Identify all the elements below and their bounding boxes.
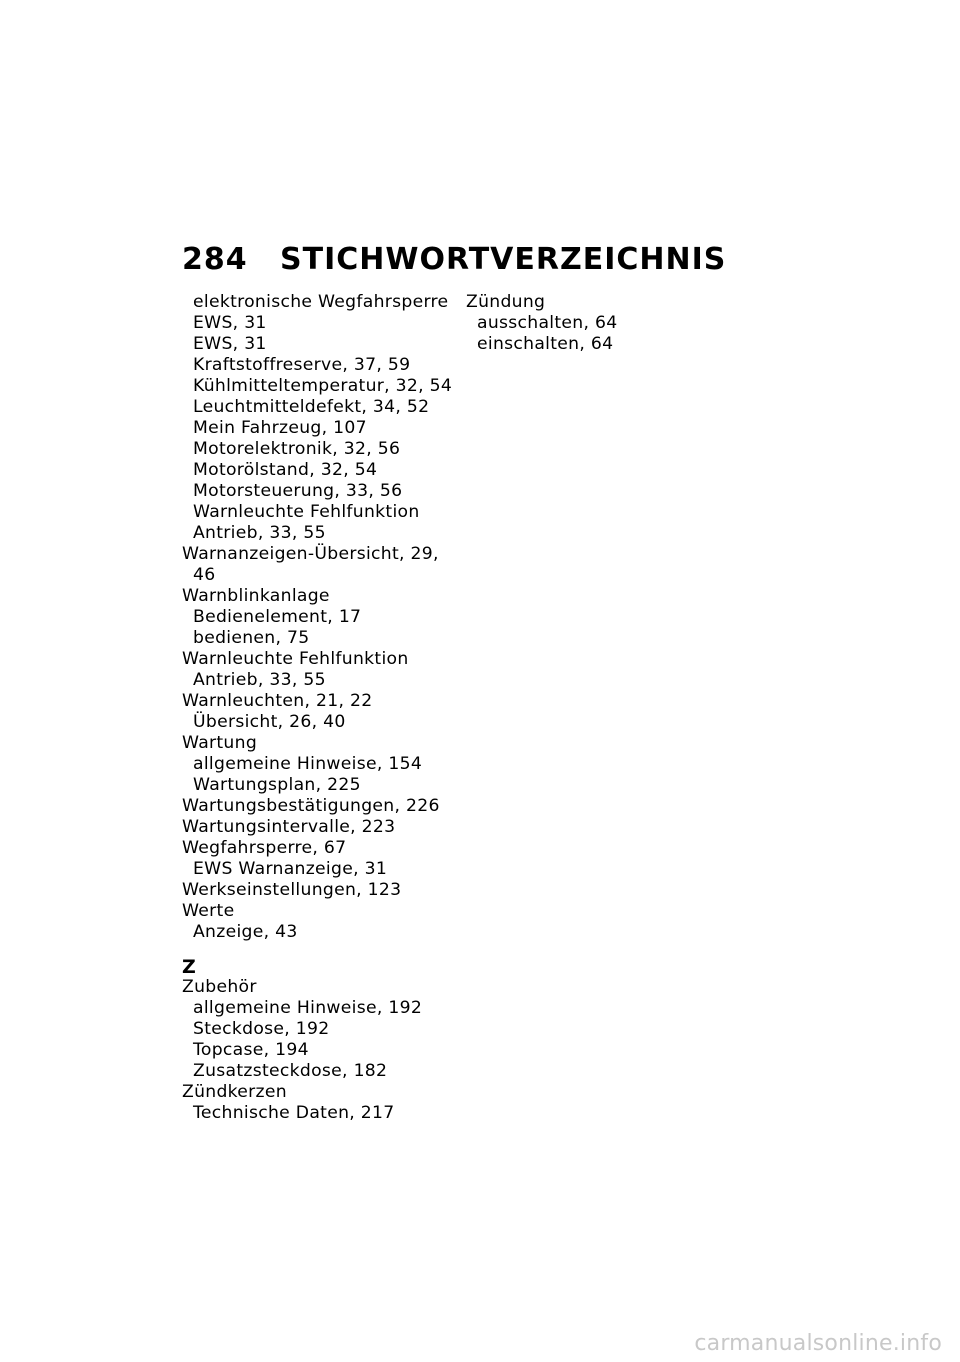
index-section-letter: Z xyxy=(182,956,196,978)
index-subentry: Motorelektronik, 32, 56 xyxy=(193,439,401,459)
index-entry: Zündkerzen xyxy=(182,1082,287,1102)
index-entry: Werkseinstellungen, 123 xyxy=(182,880,402,900)
index-subentry: Bedienelement, 17 xyxy=(193,607,362,627)
index-column-right xyxy=(466,292,734,355)
index-entry: Warnblinkanlage xyxy=(182,586,330,606)
index-subentry: Antrieb, 33, 55 xyxy=(193,670,326,690)
index-subentry: Kühlmitteltemperatur, 32, 54 xyxy=(193,376,453,396)
watermark: carmanualsonline.info xyxy=(694,1331,942,1356)
index-subentry: Anzeige, 43 xyxy=(193,922,298,942)
index-entry: Wartungsintervalle, 223 xyxy=(182,817,396,837)
index-subentry: Steckdose, 192 xyxy=(193,1019,330,1039)
index-subentry: Zusatzsteckdose, 182 xyxy=(193,1061,388,1081)
index-subentry: Übersicht, 26, 40 xyxy=(193,712,346,732)
index-subentry: Topcase, 194 xyxy=(193,1040,309,1060)
index-entry: Zündung xyxy=(466,292,546,312)
index-subentry: einschalten, 64 xyxy=(477,334,614,354)
index-subentry: allgemeine Hinweise, 154 xyxy=(193,754,423,774)
index-subentry: Leuchtmitteldefekt, 34, 52 xyxy=(193,397,430,417)
index-subentry: EWS, 31 xyxy=(193,313,267,333)
index-subentry: Mein Fahrzeug, 107 xyxy=(193,418,367,438)
page-header xyxy=(182,242,726,277)
index-subentry: Motorölstand, 32, 54 xyxy=(193,460,378,480)
index-subentry: Antrieb, 33, 55 xyxy=(193,523,326,543)
index-entry: Warnanzeigen-Übersicht, 29, 46 xyxy=(182,544,439,585)
index-entry: Wartung xyxy=(182,733,258,753)
index-subentry: Technische Daten, 217 xyxy=(193,1103,395,1123)
index-subentry: elektronische Wegfahrsperre xyxy=(193,292,449,312)
index-subentry: EWS, 31 xyxy=(193,334,267,354)
index-subentry: ausschalten, 64 xyxy=(477,313,618,333)
index-entry: Warnleuchten, 21, 22 xyxy=(182,691,373,711)
index-subentry: EWS Warnanzeige, 31 xyxy=(193,859,388,879)
index-subentry: Warnleuchte Fehlfunktion xyxy=(193,502,420,522)
index-subentry: Motorsteuerung, 33, 56 xyxy=(193,481,403,501)
index-entry: Warnleuchte Fehlfunktion xyxy=(182,649,409,669)
index-subentry: bedienen, 75 xyxy=(193,628,310,648)
index-entry: Werte xyxy=(182,901,235,921)
index-subentry: Wartungsplan, 225 xyxy=(193,775,361,795)
index-subentry: Kraftstoffreserve, 37, 59 xyxy=(193,355,411,375)
page-title: STICHWORTVERZEICHNIS xyxy=(280,242,727,277)
page-number: 284 xyxy=(182,242,248,277)
index-entry: Zubehör xyxy=(182,977,257,997)
index-column-left xyxy=(182,292,453,1124)
index-subentry: allgemeine Hinweise, 192 xyxy=(193,998,423,1018)
index-entry: Wegfahrsperre, 67 xyxy=(182,838,347,858)
index-entry: Wartungsbestätigungen, 226 xyxy=(182,796,440,816)
